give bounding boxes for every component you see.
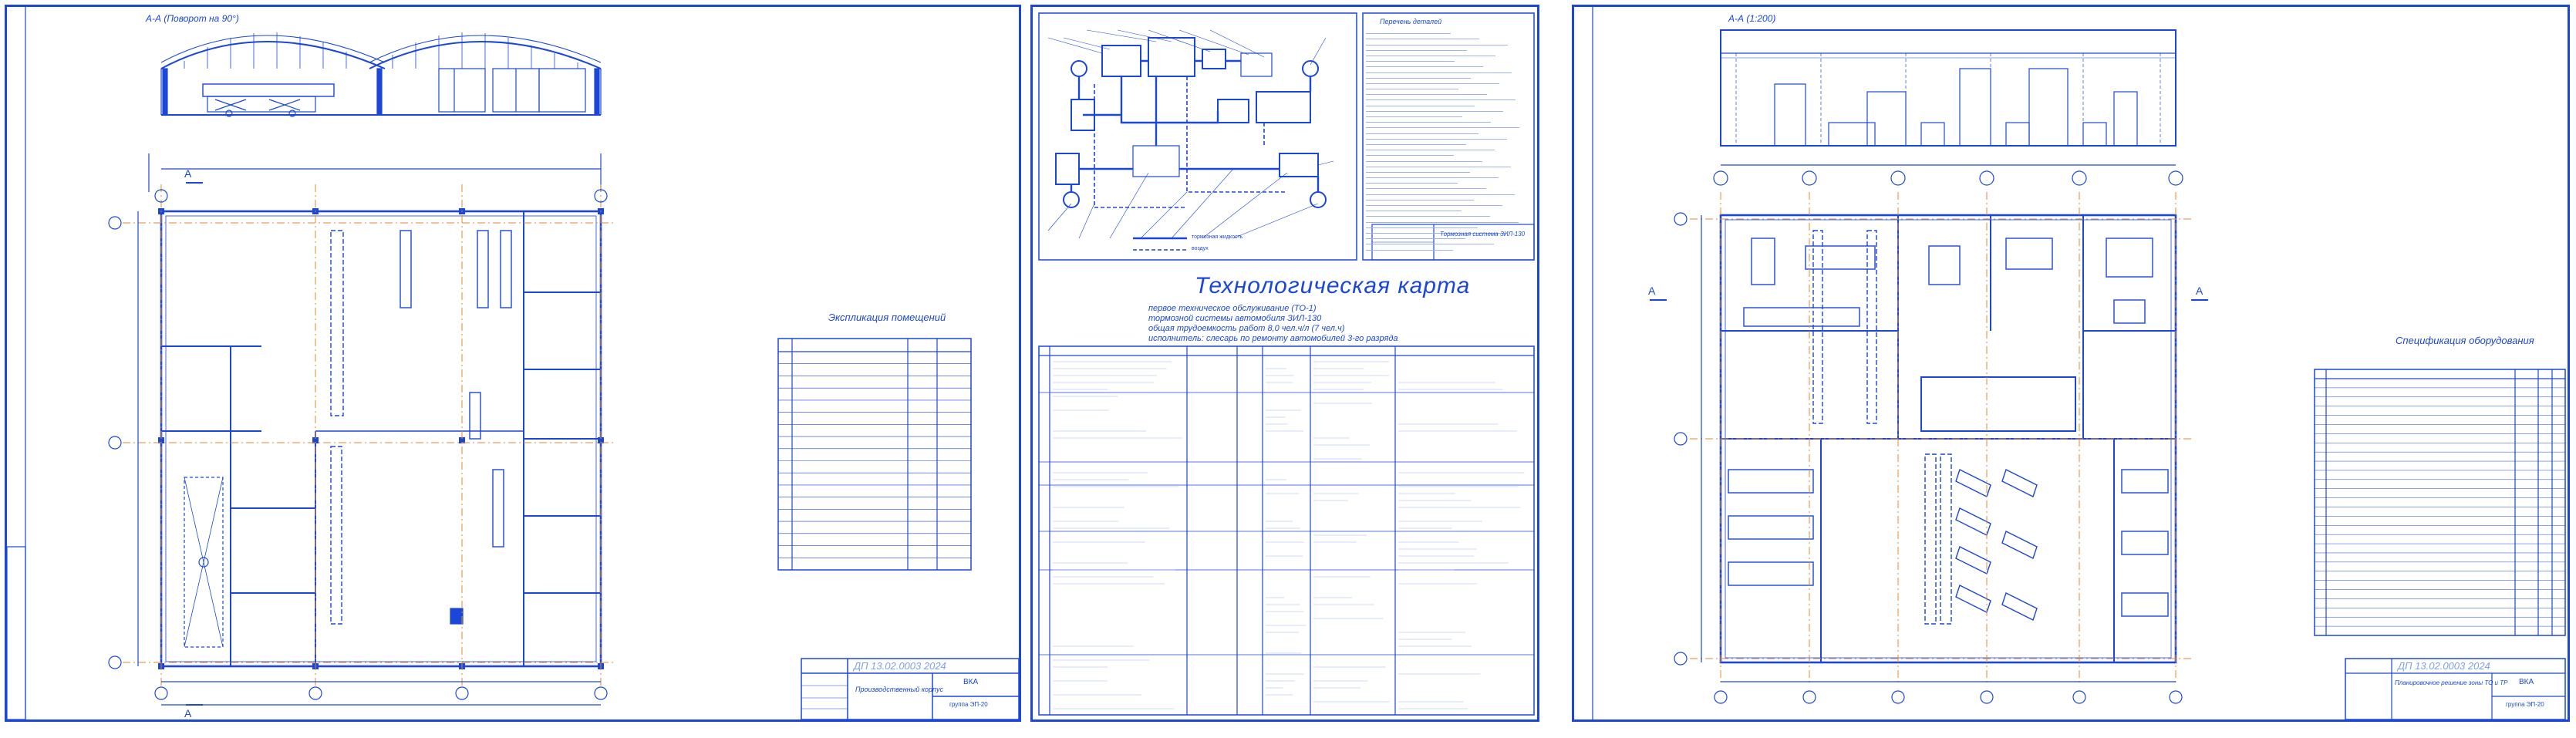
legend-item [1366,184,1486,189]
legend-item [1366,84,1458,89]
section-marker-top: А [184,167,192,180]
floor-plan-drawing [7,7,1019,719]
legend-item [1366,156,1482,161]
legend-item [1366,239,1494,244]
legend-item [1366,39,1508,45]
legend-item [1366,195,1474,201]
legend-item [1366,106,1503,112]
spec-table-title: Спецификация оборудования [2396,335,2534,346]
legend-item [1366,67,1512,72]
stamp-group: группа ЭП-20 [949,701,988,708]
planning-drawing [1574,7,2568,719]
legend-item [1366,51,1495,56]
legend-item [1366,29,1451,34]
stamp-title: Планировочное решение зоны ТО и ТР [2395,679,2508,686]
section-marker-bottom: А [184,707,192,719]
legend-item [1366,95,1516,100]
legend-item [1366,167,1470,173]
subtitle-line-3: общая трудоемкость работ 8,0 чел.ч/л (7 чел.ч) [1148,324,1345,333]
stamp-title: Производственный корпус [855,686,943,693]
parts-legend-list [1366,29,1528,251]
legend-item [1366,140,1466,145]
legend-item [1366,162,1511,167]
scheme-stamp: Тормозная система ЗИЛ-130 [1440,231,1526,238]
legend-item [1366,89,1487,95]
tech-card-title: Технологическая карта [1195,273,1471,298]
legend-item [1366,79,1499,84]
stamp-code: ДП 13.02.0003 2024 [2398,660,2490,672]
legend-item [1366,217,1519,222]
parts-legend-title: Перечень деталей [1380,18,1442,25]
section-label: А-А (1:200) [1728,13,1776,24]
room-table-title: Экспликация помещений [828,312,946,323]
legend-item [1366,56,1455,62]
legend-item [1366,112,1462,117]
legend-item [1366,206,1462,211]
legend-item [1366,134,1507,140]
legend-item [1366,173,1499,178]
legend-item [1366,128,1479,133]
legend-item [1366,211,1490,217]
legend-line-fluid: тормозная жидкость [1192,234,1243,240]
section-label: А-А (Поворот на 90°) [146,13,239,24]
legend-item [1366,123,1519,128]
sheet-tech-card [1030,5,1539,722]
legend-item [1366,223,1478,228]
stamp-group: группа ЭП-20 [2506,701,2544,708]
subtitle-line-1: первое техническое обслуживание (ТО-1) [1148,304,1317,313]
sheet-floor-plan [5,5,1021,722]
legend-item [1366,73,1471,79]
legend-item [1366,100,1475,106]
legend-item [1366,145,1495,150]
section-marker-left: А [1648,285,1656,297]
legend-line-air: воздух [1192,246,1209,251]
subtitle-line-4: исполнитель: слесарь по ремонту автомобилей 3-го разряда [1148,334,1398,343]
stamp-org: ВКА [963,678,979,686]
legend-item [1366,244,1453,250]
legend-item [1366,189,1515,194]
legend-item [1366,178,1458,184]
sheet-planning [1572,5,2570,722]
legend-item [1366,201,1502,206]
section-marker-right: А [2196,285,2203,297]
stamp-code: ДП 13.02.0003 2024 [854,660,946,672]
legend-item [1366,45,1467,51]
legend-item [1366,150,1454,156]
legend-item [1366,117,1491,123]
subtitle-line-2: тормозной системы автомобиля ЗИЛ-130 [1148,314,1322,323]
stamp-org: ВКА [2519,678,2534,686]
legend-item [1366,34,1479,39]
legend-item [1366,62,1483,67]
